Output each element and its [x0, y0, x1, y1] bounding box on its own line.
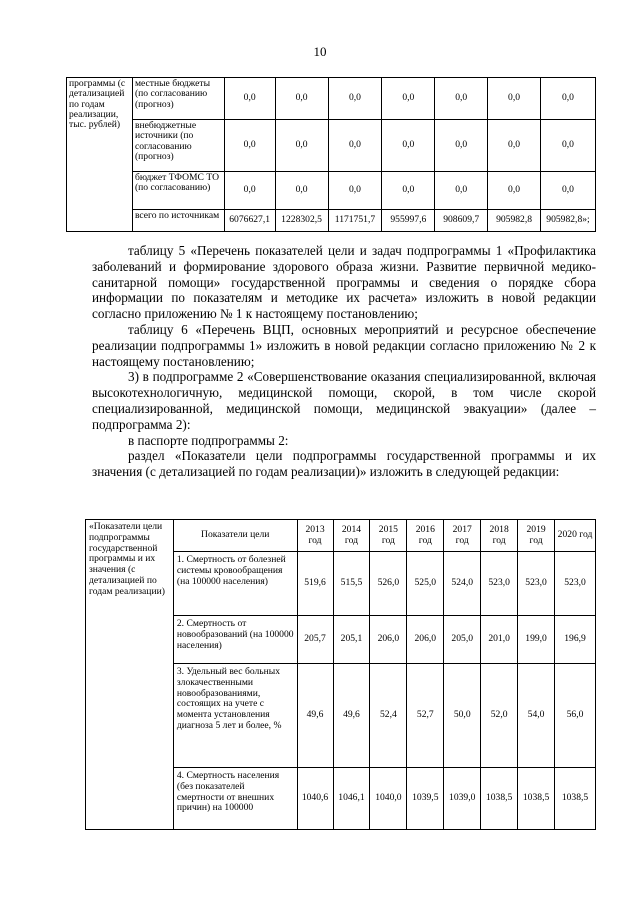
table-header-row: [86, 520, 596, 552]
table-row: [67, 78, 596, 120]
funding-value: 0,0: [488, 78, 541, 120]
funding-table: [66, 77, 596, 232]
indicator-value: 205,1: [333, 616, 370, 664]
indicator-value: 1040,0: [370, 768, 407, 830]
year-header: 2019 год: [518, 520, 555, 552]
indicator-value: 52,0: [481, 664, 518, 768]
indicator-value: 1040,6: [297, 768, 333, 830]
indicator-value: 196,9: [555, 616, 596, 664]
indicator-value: 205,0: [444, 616, 481, 664]
indicator-value: 523,0: [481, 552, 518, 616]
indicator-value: 515,5: [333, 552, 370, 616]
funding-source: всего по источникам: [132, 210, 224, 232]
funding-value: 0,0: [224, 120, 275, 172]
funding-value: 0,0: [224, 172, 275, 210]
paragraph: в паспорте подпрограммы 2:: [128, 432, 289, 448]
funding-value: 0,0: [435, 120, 488, 172]
funding-value: 0,0: [275, 172, 328, 210]
paragraph: таблицу 6 «Перечень ВЦП, основных мероприятий и ресурсное обеспечение реализации подпрограммы 1» изложить в новой редакции согласно приложению № 2 к настоящему постановлению;: [92, 321, 596, 369]
indicator-value: 49,6: [333, 664, 370, 768]
indicator-value: 199,0: [518, 616, 555, 664]
funding-value: 6076627,1: [224, 210, 275, 232]
indicator-value: 1039,0: [444, 768, 481, 830]
funding-value: 0,0: [488, 172, 541, 210]
funding-value: 905982,8»;: [540, 210, 595, 232]
funding-value: 0,0: [435, 172, 488, 210]
funding-value: 0,0: [328, 78, 382, 120]
year-header: 2017 год: [444, 520, 481, 552]
funding-value: 0,0: [488, 120, 541, 172]
funding-source: внебюджетные источники (по согласованию (прогноз): [132, 120, 224, 172]
funding-source: бюджет ТФОМС ТО (по согласованию): [132, 172, 224, 210]
indicator-value: 50,0: [444, 664, 481, 768]
funding-value: 0,0: [275, 78, 328, 120]
table-row: [67, 210, 596, 232]
paragraph: таблицу 5 «Перечень показателей цели и задач подпрограммы 1 «Профилактика заболеваний и формирование здорового образа жизни. Развитие первичной медико-санитарной помощи» государственной программы и сведения о порядке сбора информации по показателям и методике их расчета» изложить в новой редакции согласно приложению № 1 к настоящему постановлению;: [92, 243, 596, 322]
paragraph: 3) в подпрограмме 2 «Совершенствование оказания специализированной, включая высокотехнологичную, медицинской помощи, скорой, в том числе скорой специализированной, медицинской помощи, медицинской эвакуации» (далее – подпрограмма 2):: [92, 369, 596, 432]
year-header: 2014 год: [333, 520, 370, 552]
funding-value: 0,0: [382, 78, 435, 120]
funding-value: 955997,6: [382, 210, 435, 232]
funding-value: 1171751,7: [328, 210, 382, 232]
indicator-value: 526,0: [370, 552, 407, 616]
indicator-value: 524,0: [444, 552, 481, 616]
paragraph: раздел «Показатели цели подпрограммы государственной программы и их значения (с детализацией по годам реализации)» изложить в следующей редакции:: [92, 448, 596, 480]
indicators-side-label: «Показатели цели подпрограммы государственной программы и их значения (с детализацией по годам реализации): [86, 520, 174, 830]
indicator-value: 1046,1: [333, 768, 370, 830]
table-row: [67, 172, 596, 210]
indicator-value: 52,7: [407, 664, 444, 768]
page-number: 10: [313, 44, 327, 59]
funding-value: 905982,8: [488, 210, 541, 232]
funding-value: 0,0: [328, 172, 382, 210]
funding-value: 1228302,5: [275, 210, 328, 232]
indicator-value: 1039,5: [407, 768, 444, 830]
funding-group-label: программы (с детализацией по годам реализации, тыс. рублей): [67, 78, 133, 232]
funding-value: 0,0: [382, 172, 435, 210]
indicator-value: 206,0: [407, 616, 444, 664]
year-header: 2020 год: [555, 520, 596, 552]
year-header: 2013 год: [297, 520, 333, 552]
year-header: 2018 год: [481, 520, 518, 552]
body-text: [92, 243, 596, 480]
funding-value: 0,0: [382, 120, 435, 172]
indicator-name: 2. Смертность от новообразований (на 100000 населения): [173, 616, 297, 664]
table-row: [67, 120, 596, 172]
indicator-name: 3. Удельный вес больных злокачественными новообразованиями, состоящих на учете с момента установления диагноза 5 лет и более, %: [173, 664, 297, 768]
indicator-value: 56,0: [555, 664, 596, 768]
funding-value: 0,0: [540, 78, 595, 120]
funding-value: 908609,7: [435, 210, 488, 232]
indicator-value: 519,6: [297, 552, 333, 616]
indicator-name: 1. Смертность от болезней системы кровообращения (на 100000 населения): [173, 552, 297, 616]
indicator-value: 54,0: [518, 664, 555, 768]
funding-value: 0,0: [224, 78, 275, 120]
year-header: 2016 год: [407, 520, 444, 552]
year-header: 2015 год: [370, 520, 407, 552]
indicator-name: 4. Смертность населения (без показателей смертности от внешних причин) на 100000: [173, 768, 297, 830]
indicator-value: 1038,5: [555, 768, 596, 830]
funding-value: 0,0: [540, 120, 595, 172]
indicator-value: 52,4: [370, 664, 407, 768]
indicator-value: 206,0: [370, 616, 407, 664]
funding-value: 0,0: [328, 120, 382, 172]
funding-source: местные бюджеты (по согласованию (прогноз): [132, 78, 224, 120]
indicator-value: 523,0: [555, 552, 596, 616]
indicator-value: 1038,5: [518, 768, 555, 830]
indicator-value: 49,6: [297, 664, 333, 768]
funding-value: 0,0: [435, 78, 488, 120]
indicator-value: 525,0: [407, 552, 444, 616]
indicator-value: 1038,5: [481, 768, 518, 830]
column-header: Показатели цели: [173, 520, 297, 552]
indicator-value: 205,7: [297, 616, 333, 664]
indicators-table: [85, 519, 596, 830]
indicator-value: 523,0: [518, 552, 555, 616]
funding-value: 0,0: [540, 172, 595, 210]
funding-value: 0,0: [275, 120, 328, 172]
indicator-value: 201,0: [481, 616, 518, 664]
